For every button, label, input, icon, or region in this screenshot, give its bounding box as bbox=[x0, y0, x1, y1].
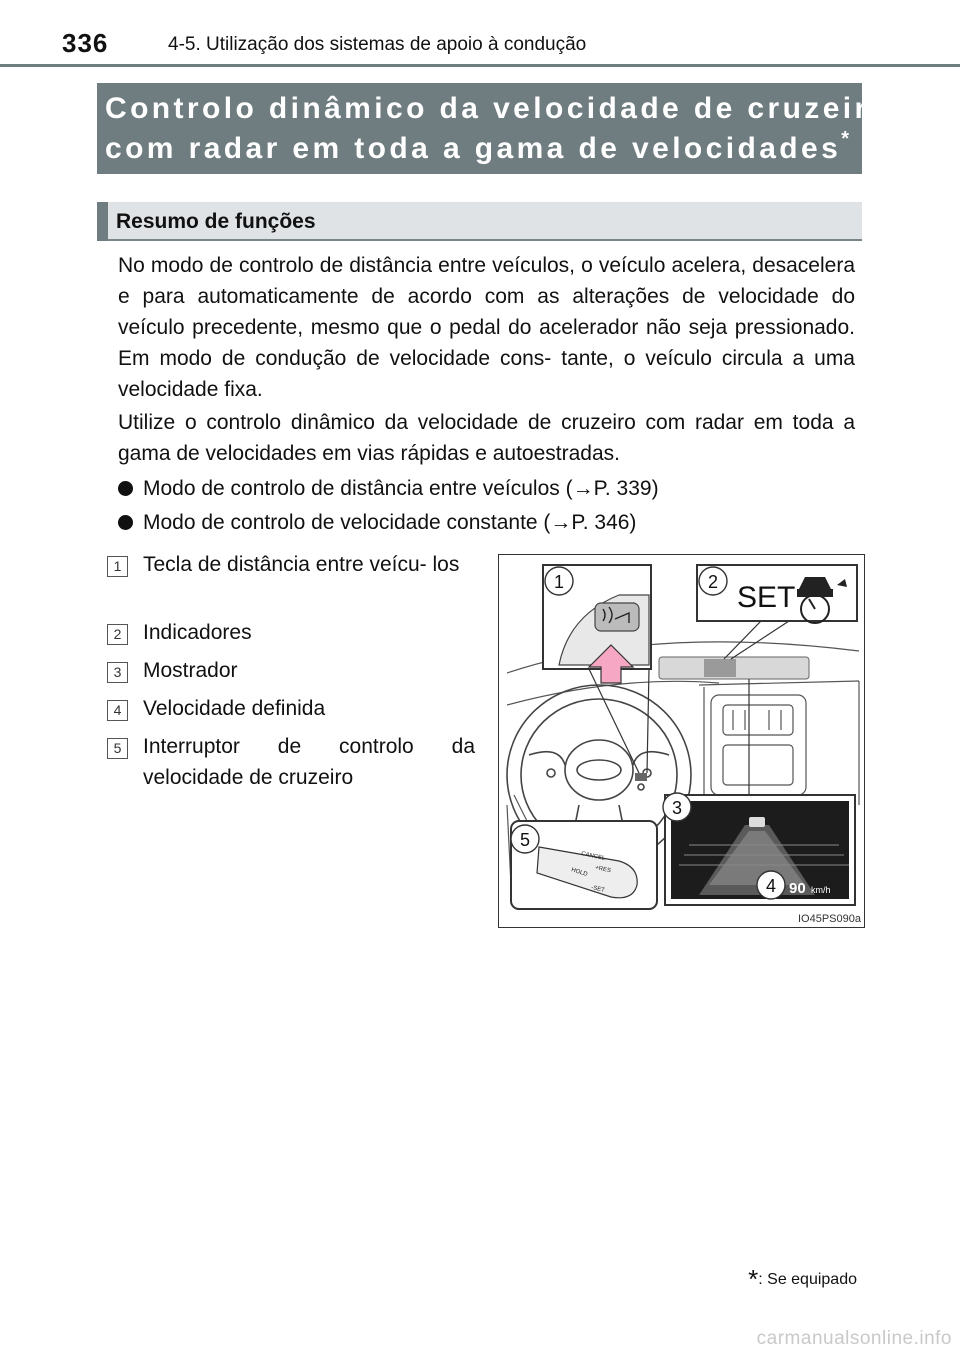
callout-2: 2 bbox=[707, 572, 719, 592]
title-asterisk: * bbox=[841, 128, 849, 150]
running-head: 4-5. Utilização dos sistemas de apoio à condução bbox=[168, 34, 587, 55]
bullet-dot bbox=[118, 481, 133, 496]
legend-text: Mostrador bbox=[143, 659, 238, 682]
section-heading: Resumo de funções bbox=[116, 210, 316, 233]
footnote bbox=[748, 1264, 857, 1295]
section-heading-box bbox=[97, 202, 862, 241]
bullet-distance-mode bbox=[118, 477, 659, 501]
title-line-2 bbox=[105, 128, 849, 166]
legend-number: 3 bbox=[107, 662, 128, 683]
legend-text: Indicadores bbox=[143, 621, 252, 644]
figure-code: IO45PS090a bbox=[798, 913, 861, 925]
page-number: 336 bbox=[62, 28, 109, 58]
legend-number: 1 bbox=[107, 556, 128, 577]
lever-label-res: +RES bbox=[594, 865, 612, 875]
footnote-mark: * bbox=[748, 1264, 759, 1294]
speed-unit-text: km/h bbox=[811, 885, 831, 895]
legend-text: Tecla de distância entre veícu- los bbox=[143, 553, 460, 576]
paragraph-usage: Utilize o controlo dinâmico da velocidade de cruzeiro com radar em toda a gama de velocidades em vias rápidas e autoestradas. bbox=[118, 411, 855, 465]
bullet-dot bbox=[118, 515, 133, 530]
callout-3: 3 bbox=[671, 798, 683, 818]
legend-number: 5 bbox=[107, 738, 128, 759]
bullet-text: Modo de controlo de distância entre veículos (→P. 339) bbox=[143, 477, 659, 500]
bullet-text: Modo de controlo de velocidade constante (→P. 346) bbox=[143, 511, 637, 534]
legend-text: Velocidade definida bbox=[143, 697, 326, 720]
callout-4: 4 bbox=[765, 876, 777, 896]
set-indicator-text: SET bbox=[737, 581, 796, 614]
set-speed-text: 90 bbox=[789, 880, 806, 897]
title-box bbox=[97, 83, 892, 174]
callout-5: 5 bbox=[519, 830, 531, 850]
cockpit-illustration bbox=[498, 554, 865, 928]
lever-label-cancel: CANCEL bbox=[580, 851, 606, 863]
lever-label-set: -SET bbox=[590, 885, 606, 894]
title-line-2-text: com radar em toda a gama de velocidades bbox=[105, 132, 842, 165]
header-rule bbox=[0, 64, 960, 67]
title-line-1: Controlo dinâmico da velocidade de cruzeiro bbox=[105, 92, 892, 125]
bullet-constant-mode bbox=[118, 511, 636, 535]
paragraph-overview: No modo de controlo de distância entre veículos, o veículo acelera, desacelera e para automaticamente de acordo com as alterações de velocidade do veículo precedente, mesmo que o pedal do acelerador não seja pressionado. Em modo de condução de velocidade cons- tante, o veículo circula a uma velocidade fixa. bbox=[118, 254, 855, 401]
legend-number: 2 bbox=[107, 624, 128, 645]
section-heading-bar bbox=[97, 202, 108, 241]
lever-label-hold: HOLD bbox=[570, 867, 589, 879]
legend-number: 4 bbox=[107, 700, 128, 721]
callout-1: 1 bbox=[553, 572, 565, 592]
watermark: carmanualsonline.info bbox=[756, 1328, 952, 1349]
footnote-text: : Se equipado bbox=[758, 1271, 857, 1288]
legend-text: Interruptor de controlo da velocidade de cruzeiro bbox=[143, 735, 475, 789]
cockpit-drawing bbox=[499, 555, 864, 927]
